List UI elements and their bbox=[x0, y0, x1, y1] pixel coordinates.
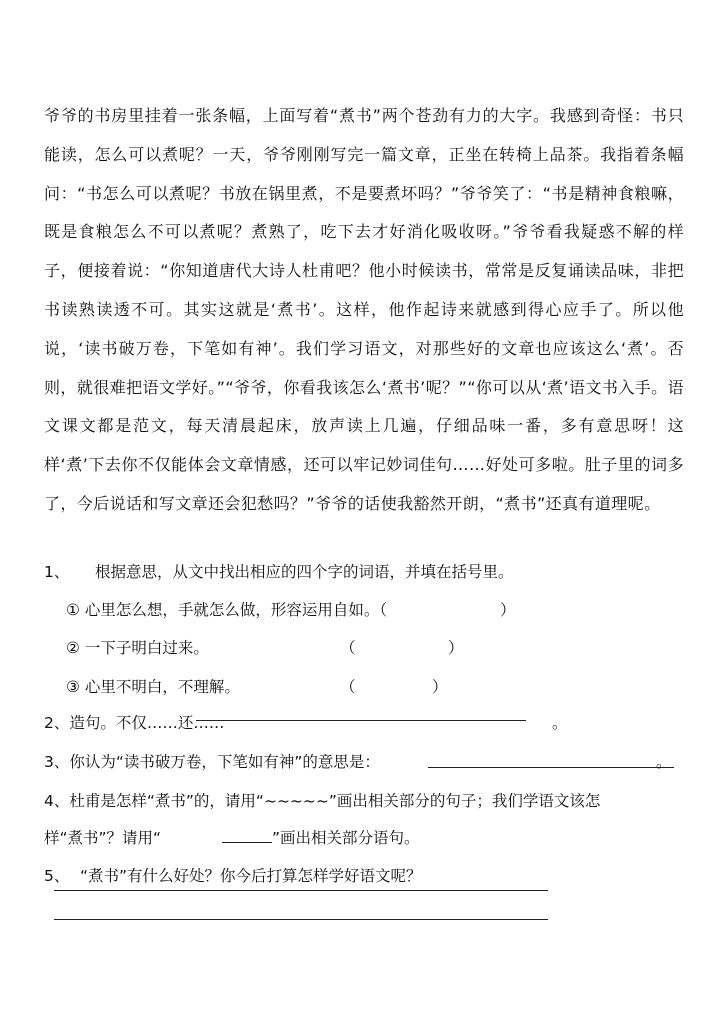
q1-item-3: ③ 心里不明白，不理解。 bbox=[66, 678, 240, 696]
q1-number: 1、 bbox=[44, 563, 70, 581]
q5-answer-line-1[interactable] bbox=[54, 890, 548, 891]
q2-answer-line[interactable] bbox=[196, 720, 526, 721]
reading-passage: 爷爷的书房里挂着一张条幅，上面写着“煮书”两个苍劲有力的大字。我感到奇怪：书只能读，怎么可以煮呢？一天，爷爷刚刚写完一篇文章，正坐在转椅上品茶。我指着条幅问：“书怎么可以煮呢？书放在锅里煮，不是要煮坏吗？”爷爷笑了：“书是精神食粮嘛，既是食粮怎么不可以煮呢？煮熟了，吃下去才好消化吸收呀。”爷爷看我疑惑不解的样子，便接着说：“你知道唐代大诗人杜甫吧？他小时候读书，常常是反复诵读品味，非把书读熟读透不可。其实这就是‘煮书’。这样，他作起诗来就感到得心应手了。所以他说，‘读书破万卷，下笔如有神’。我们学习语文，对那些好的文章也应该这么‘煮’。否则，就很难把语文学好。”“爷爷，你看我该怎么‘煮书’呢？”“你可以从‘煮’语文书入手。语文课文都是范文，每天清晨起床，放声读上几遍，仔细品味一番，多有意思呀！这样‘煮’下去你不仅能体会文章情感，还可以牢记妙词佳句……好处可多啦。肚子里的词多了，今后说话和写文章还会犯愁吗？”爷爷的话使我豁然开朗，“煮书”还真有道理呢。 bbox=[44, 106, 684, 513]
q3-answer-line[interactable] bbox=[428, 767, 674, 768]
q1-item-2-close: ） bbox=[448, 639, 464, 657]
q1-item-2-open: （ bbox=[340, 639, 356, 657]
q3-prompt: 3、你认为“读书破万卷，下笔如有神”的意思是： bbox=[44, 753, 380, 771]
q5-prompt: “煮书”有什么好处？你今后打算怎样学好语文呢？ bbox=[80, 867, 422, 885]
q2-end: 。 bbox=[552, 714, 568, 732]
q2-prompt: 2、造句。不仅……还…… bbox=[44, 714, 225, 732]
q1-item-3-open: （ bbox=[340, 678, 356, 696]
q1-item-3-close: ） bbox=[432, 678, 448, 696]
q5-number: 5、 bbox=[44, 867, 70, 885]
q4-line-1: 4、杜甫是怎样“煮书”的，请用“~~~~~”画出相关部分的句子；我们学语文该怎 bbox=[44, 792, 601, 810]
q4-underline-sample bbox=[222, 842, 272, 843]
q3-end: 。 bbox=[656, 753, 672, 771]
q1-item-1: ① 心里怎么想，手就怎么做，形容运用自如。（ bbox=[66, 601, 388, 619]
q1-prompt: 根据意思，从文中找出相应的四个字的词语，并填在括号里。 bbox=[95, 563, 514, 581]
q4-line-2-end: ”画出相关部分语句。 bbox=[272, 829, 420, 847]
q5-answer-line-2[interactable] bbox=[54, 919, 548, 920]
q1-item-2: ② 一下子明白过来。 bbox=[66, 639, 209, 657]
q1-item-1-close: ） bbox=[500, 601, 516, 619]
q4-line-2-start: 样“煮书”？请用“ bbox=[44, 829, 162, 847]
